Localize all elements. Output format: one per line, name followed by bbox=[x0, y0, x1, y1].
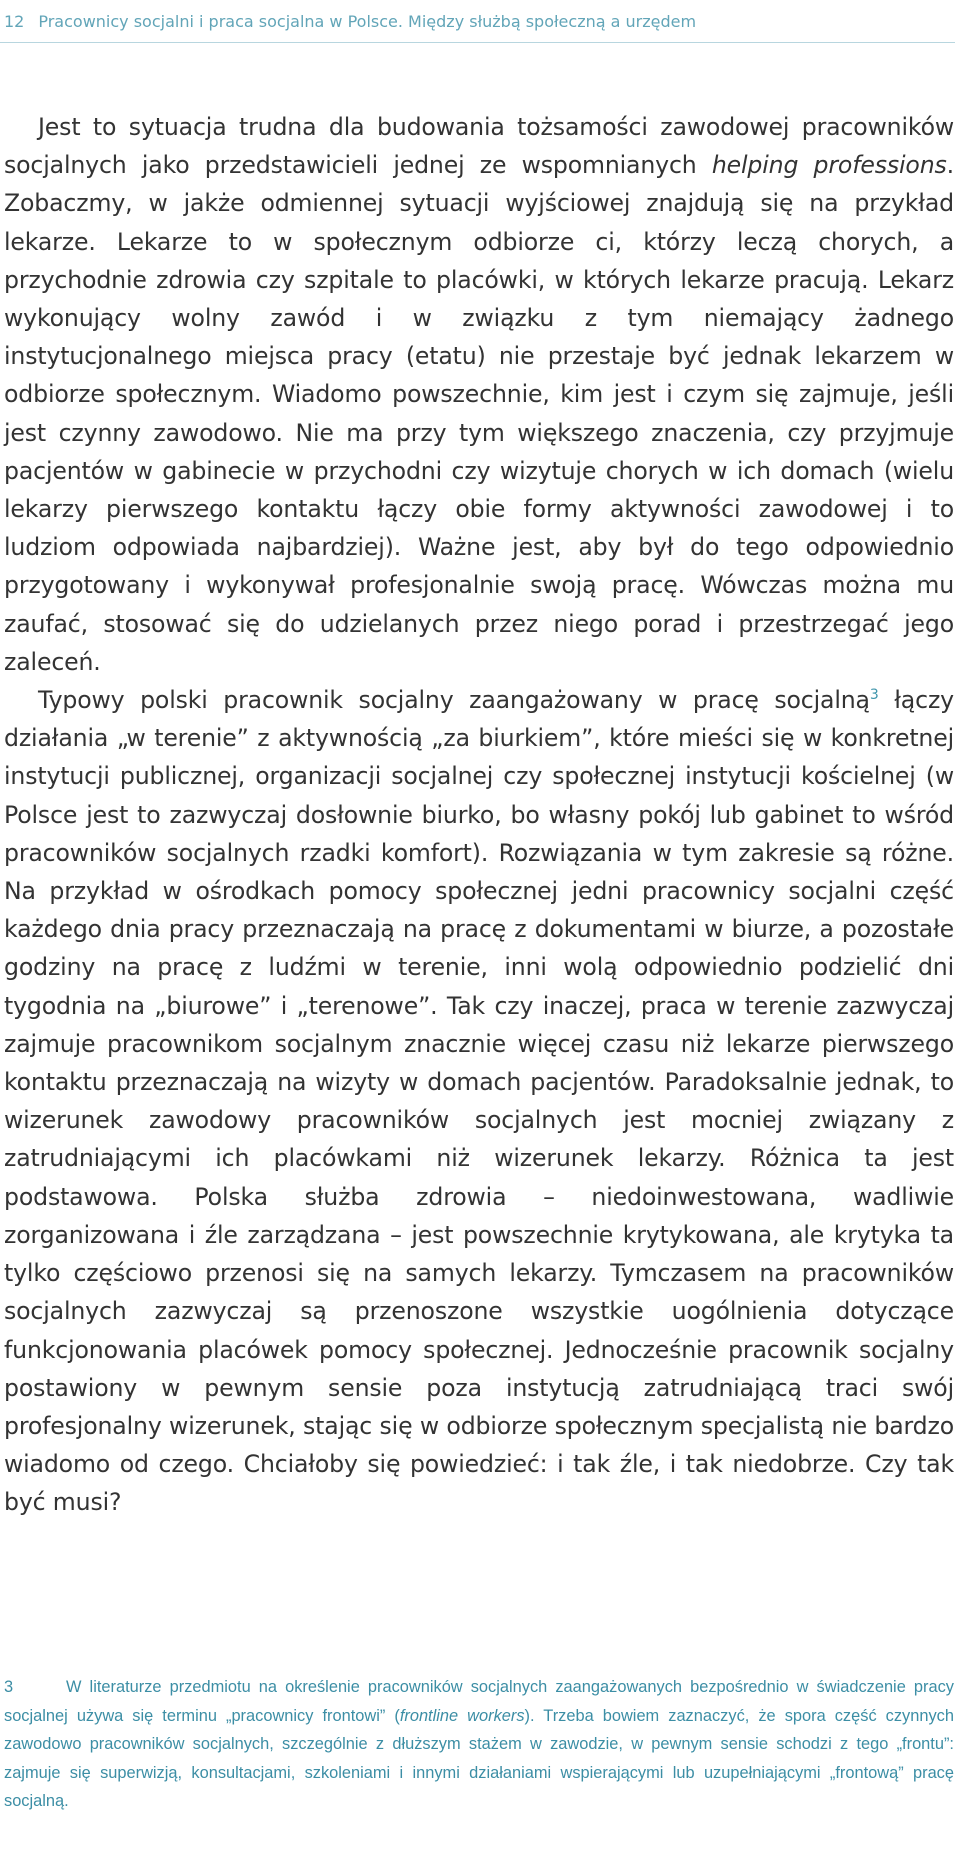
footnote-3 bbox=[4, 1673, 954, 1816]
paragraph-2-text-a: Typowy polski pracownik socjalny zaangażowany w pracę socjalną bbox=[38, 686, 870, 715]
paragraph-1-italic-term: helping professions bbox=[711, 151, 947, 180]
footnote-number: 3 bbox=[4, 1678, 14, 1696]
main-text bbox=[4, 108, 954, 1522]
footnote-text-a: W literaturze przedmiotu na określenie pracowników socjalnych zaangażowanych bezpośrednio w świadczenie pracy socjalnej używa się terminu „pracownicy frontowi” ( bbox=[4, 1678, 954, 1725]
header-divider bbox=[0, 42, 955, 43]
footnote bbox=[4, 1673, 954, 1816]
paragraph-1-text-b: . Zobaczmy, w jakże odmiennej sytuacji wyjściowej znajdują się na przykład lekarze. Lekarze to w społecznym odbiorze ci, którzy leczą chorych, a przychodnie zdrowia czy szpitale to placówki, w których lekarze pracują. Lekarz wykonujący wolny zawód i w związku z tym niemający żadnego instytucjonalnego miejsca pracy (etatu) nie przestaje być jednak lekarzem w odbiorze społecznym. Wiadomo powszechnie, kim jest i czym się zajmuje, jeśli jest czynny zawodowo. Nie ma przy tym większego znaczenia, czy przyjmuje pacjentów w gabinecie w przychodni czy wizytuje chorych w ich domach (wielu lekarzy pierwszego kontaktu łączy obie formy aktywności zawodowej i to ludziom odpowiada najbardziej). Ważne jest, aby był do tego odpowiednio przygotowany i wykonywał profesjonalnie swoją pracę. Wówczas można mu zaufać, stosować się do udzielanych przez niego porad i przestrzegać jego zaleceń. bbox=[4, 151, 955, 676]
footnote-italic-term: frontline workers bbox=[399, 1706, 525, 1725]
footnote-reference[interactable]: 3 bbox=[869, 687, 879, 704]
footnote-text-b: ). Trzeba bowiem zaznaczyć, że spora część czynnych zawodowo pracowników socjalnych, szczególnie z dłuższym stażem w zawodzie, w pewnym sensie schodzi z tego „frontu”: zajmuje się superwizją, konsultacjami, szkoleniami i innymi działaniami wspierającymi lub uzupełniającymi „frontową” pracę socjalną. bbox=[4, 1706, 954, 1810]
page-number: 12 bbox=[4, 11, 25, 31]
paragraph-2-text-b: łączy działania „w terenie” z aktywnością „za biurkiem”, które mieści się w konkretnej instytucji publicznej, organizacji socjalnej czy społecznej instytucji kościelnej (w Polsce jest to zazwyczaj dosłownie biurko, bo własny pokój lub gabinet to wśród pracowników socjalnych rzadki komfort). Rozwiązania w tym zakresie są różne. Na przykład w ośrodkach pomocy społecznej jedni pracownicy socjalni część każdego dnia pracy przeznaczają na pracę z dokumentami w biurze, a pozostałe godziny na pracę z ludźmi w terenie, inni wolą odpowiednio podzielić dni tygodnia na „biurowe” i „terenowe”. Tak czy inaczej, praca w terenie zazwyczaj zajmuje pracownikom socjalnym znacznie więcej czasu niż lekarze pierwszego kontaktu przeznaczają na wizyty w domach pacjentów. Paradoksalnie jednak, to wizerunek zawodowy pracowników socjalnych jest mocniej związany z zatrudniającymi ich placówkami niż wizerunek lekarzy. Różnica ta jest podstawowa. Polska służba zdrowia – niedoinwestowana, wadliwie zorganizowana i źle zarządzana – jest powszechnie krytykowana, ale krytyka ta tylko częściowo przenosi się na samych lekarzy. Tymczasem na pracowników socjalnych zazwyczaj są przenoszone wszystkie uogólnienia dotyczące funkcjonowania placówek pomocy społecznej. Jednocześnie pracownik socjalny postawiony w pewnym sensie poza instytucją zatrudniającą traci swój profesjonalny wizerunek, stając się w odbiorze społecznym specjalistą nie bardzo wiadomo od czego. Chciałoby się powiedzieć: i tak źle, i tak niedobrze. Czy tak być musi? bbox=[4, 686, 954, 1517]
running-header bbox=[4, 0, 954, 42]
paragraph-2 bbox=[4, 681, 954, 1521]
paragraph-1 bbox=[4, 108, 954, 681]
paragraph-1-text-a: Jest to sytuacja trudna dla budowania tożsamości zawodowej pracowników socjalnych jako przedstawicieli jednej ze wspomnianych bbox=[4, 113, 954, 180]
running-title: Pracownicy socjalni i praca socjalna w Polsce. Między służbą społeczną a urzędem bbox=[38, 11, 697, 31]
